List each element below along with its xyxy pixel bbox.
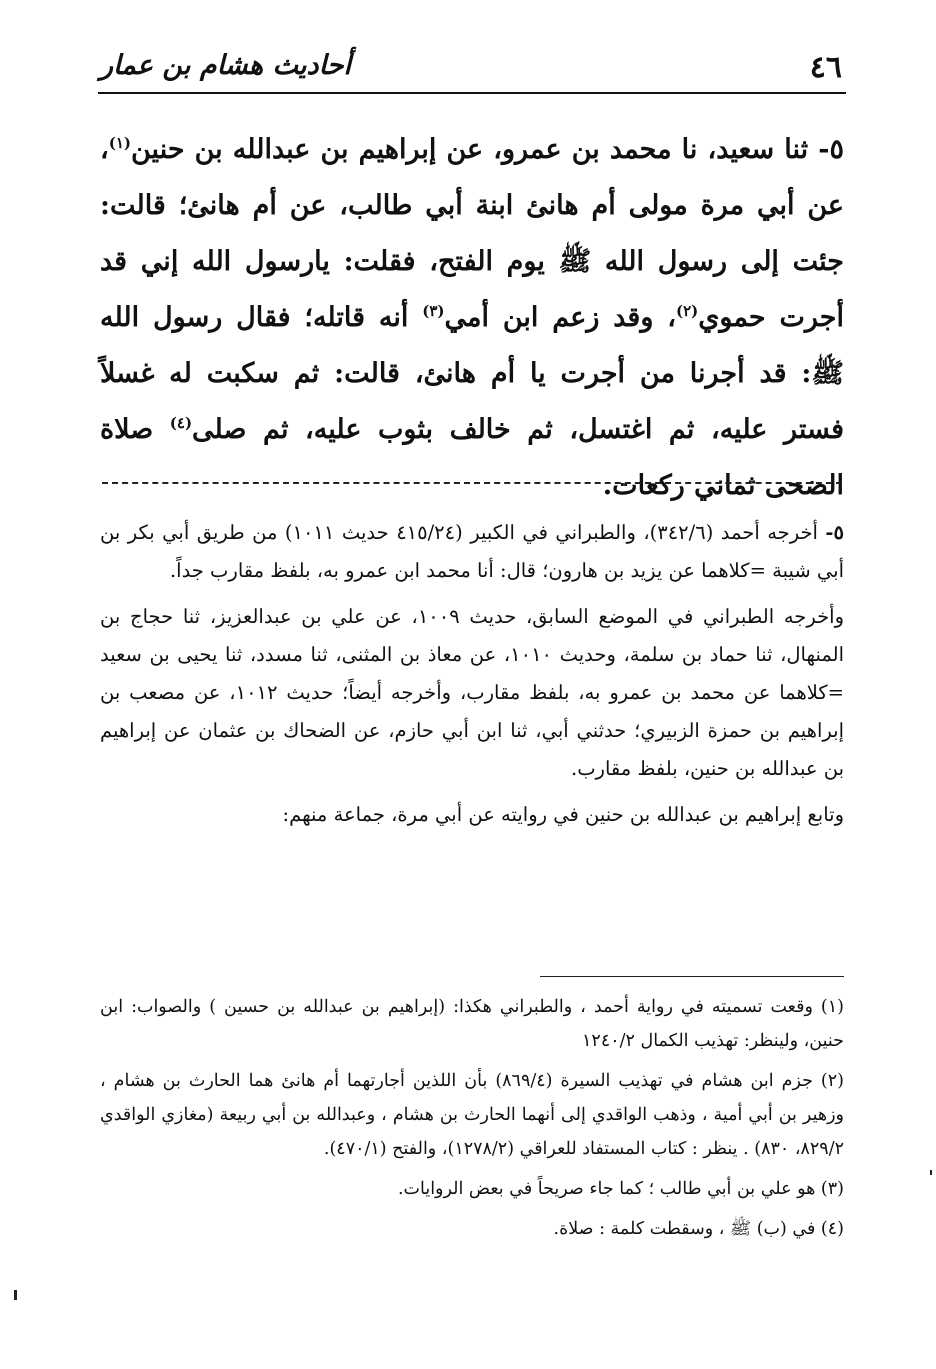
- footnote-ref-3[interactable]: (٣): [422, 302, 445, 320]
- footnote-rule: [540, 976, 844, 977]
- scan-speck: [14, 1290, 17, 1300]
- footnote-3: (٣) هو علي بن أبي طالب ؛ كما جاء صريحاً في بعض الروايات.: [397, 1179, 844, 1199]
- hadith-text-part-4: أنه قاتله؛ فقال رسول الله ﷺ: قد أجرنا من أجرت يا أم هانئ، قالت: ثم سكبت له غسلاً فستر عليه، ثم اغتسل، ثم خالف بثوب عليه، ثم صلى: [100, 302, 844, 445]
- hadith-paragraph: [100, 122, 844, 514]
- book-title: أحاديث هشام بن عمار: [100, 50, 351, 81]
- footnotes-section: [100, 990, 844, 1252]
- takhrij-paragraph-3: وتابع إبراهيم بن عبدالله بن حنين في روايته عن أبي مرة، جماعة منهم:: [282, 803, 844, 826]
- takhrij-number: ٥-: [825, 521, 844, 544]
- footnote-4: (٤) في (ب) ﷺ ، وسقطت كلمة : صلاة.: [553, 1219, 844, 1239]
- hadith-text-part-5: صلاة الضحى ثماني ركعات.: [100, 414, 844, 501]
- footnote-ref-2[interactable]: (٢): [675, 302, 699, 320]
- takhrij-paragraph-2: وأخرجه الطبراني في الموضع السابق، حديث ١٠٠٩، عن علي بن عبدالعزيز، ثنا حجاج بن المنهال، ثنا حماد بن سلمة، وحديث ١٠١٠، عن معاذ بن المثنى، ثنا مسدد، ثنا يحيى بن سعيد =كلاهما عن محمد بن عمرو به، بلفظ مقارب، وأخرجه أيضاً؛ حديث ١٠١٢، عن مصعب بن إبراهيم بن حمزة الزبيري؛ حدثني أبي، ثنا ابن أبي حازم، عن الضحاك بن عثمان عن إبراهيم بن عبدالله بن حنين، بلفظ مقارب.: [100, 605, 844, 780]
- hadith-text-part-3: ، وقد زعم ابن أمي: [444, 302, 676, 333]
- takhrij-text-1: أخرجه أحمد (٣٤٢/٦)، والطبراني في الكبير (٤١٥/٢٤ حديث ١٠١١) من طريق أبي بكر بن أبي شيبة =كلاهما عن يزيد بن هارون؛ قال: أنا محمد ابن عمرو به، بلفظ مقارب جداً.: [100, 521, 844, 582]
- takhrij-paragraph-1: [100, 514, 844, 590]
- footnote-ref-4[interactable]: (٤): [169, 414, 193, 432]
- scan-speck-small: [930, 1170, 932, 1175]
- footnote-2: (٢) جزم ابن هشام في تهذيب السيرة (٨٦٩/٤) بأن اللذين أجارتهما أم هانئ هما الحارث بن هشام ، وزهير بن أبي أمية ، وذهب الواقدي إلى أنهما الحارث بن هشام ، وعبدالله بن أبي ربيعة (مغازي الواقدي ٨٢٩/٢، ٨٣٠) . ينظر : كتاب المستفاد للعراقي (١٢٧٨/٢)، والفتح (٤٧٠/١).: [100, 1071, 844, 1159]
- page-number: ٤٦: [809, 50, 842, 85]
- footnote-1: (١) وقعت تسميته في رواية أحمد ، والطبراني هكذا: (إبراهيم بن عبدالله بن حسين ) والصواب: ابن حنين، ولينظر: تهذيب الكمال ١٢٤٠/٢: [100, 997, 844, 1051]
- hadith-text-part-2: ، عن أبي مرة مولى أم هانئ ابنة أبي طالب، عن أم هانئ؛ قالت: جئت إلى رسول الله ﷺ يوم الفتح، فقلت: يارسول الله إني قد أجرت حموي: [100, 134, 845, 333]
- takhrij-section: [100, 514, 844, 842]
- hadith-text: [100, 122, 844, 514]
- hadith-number: ٥-: [818, 134, 844, 165]
- dashed-separator: [102, 482, 842, 484]
- page-header: [98, 46, 846, 94]
- footnote-ref-1[interactable]: (١): [108, 134, 131, 152]
- hadith-text-part-1: ثنا سعيد، نا محمد بن عمرو، عن إبراهيم بن عبدالله بن حنين: [131, 134, 809, 165]
